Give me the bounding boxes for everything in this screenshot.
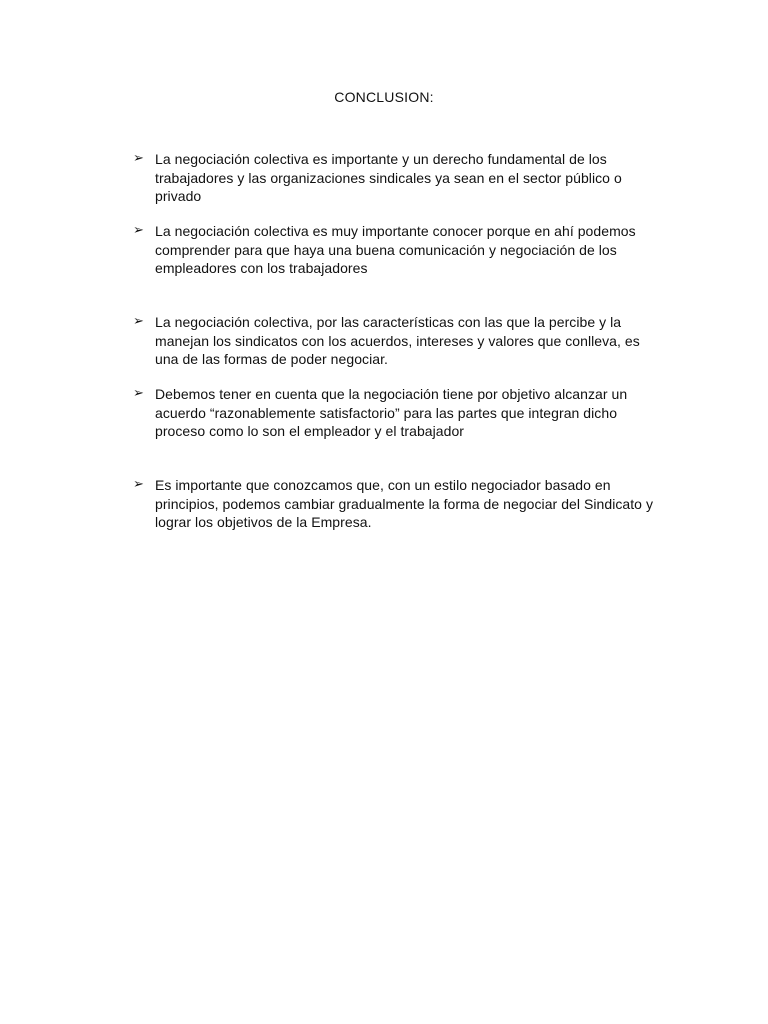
list-item xyxy=(133,222,663,278)
arrow-bullet-icon: ➢ xyxy=(133,386,144,401)
list-item-text: Es importante que conozcamos que, con un estilo negociador basado en principios, podemos cambiar gradualmente la forma de negociar del Sindicato y lograr los objetivos de la Empresa. xyxy=(155,477,654,530)
arrow-bullet-icon: ➢ xyxy=(133,477,144,492)
list-item xyxy=(133,313,663,369)
list-item xyxy=(133,150,663,206)
arrow-bullet-icon: ➢ xyxy=(133,151,144,166)
list-item-text: La negociación colectiva es importante y un derecho fundamental de los trabajadores y las organizaciones sindicales ya sean en el sector público o privado xyxy=(155,151,622,204)
list-item-text: Debemos tener en cuenta que la negociación tiene por objetivo alcanzar un acuerdo “razonablemente satisfactorio” para las partes que integran dicho proceso como lo son el empleador y el trabajador xyxy=(155,386,628,439)
page-title: CONCLUSION: xyxy=(334,89,434,105)
list-item-text: La negociación colectiva es muy importante conocer porque en ahí podemos comprender para que haya una buena comunicación y negociación de los empleadores con los trabajadores xyxy=(155,223,636,276)
arrow-bullet-icon: ➢ xyxy=(133,314,144,329)
list-item-text: La negociación colectiva, por las características con las que la percibe y la manejan los sindicatos con los acuerdos, intereses y valores que conlleva, es una de las formas de poder negociar. xyxy=(155,314,640,367)
list-item xyxy=(133,476,663,532)
list-item xyxy=(133,385,663,441)
arrow-bullet-icon: ➢ xyxy=(133,223,144,238)
